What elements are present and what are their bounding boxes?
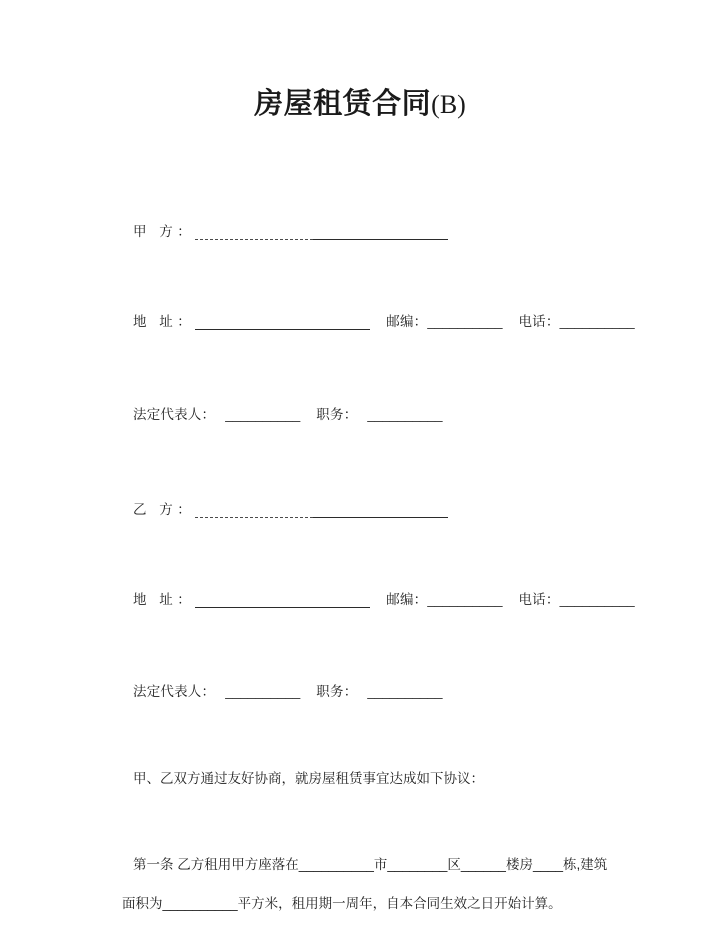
field-party-a-title-blank[interactable]: __________ <box>367 406 443 422</box>
page-title <box>0 86 720 122</box>
field-party-a-label: 甲 方： <box>133 224 196 239</box>
paragraph-preamble: 甲、乙双方通过友好协商，就房屋租赁事宜达成如下协议： <box>133 770 484 786</box>
field-party-b-title-label: 职务： <box>316 684 358 700</box>
paragraph-article-1-line-2: 面积为__________平方米，租用期一周年，自本合同生效之日开始计算。 <box>122 896 562 912</box>
paragraph-article-1-line-1: 第一条 乙方租用甲方座落在__________市________区______楼房____栋,建筑 <box>133 857 608 873</box>
field-party-b-representative-blank[interactable]: __________ <box>225 684 301 700</box>
field-party-b-label: 乙 方： <box>133 501 196 517</box>
field-party-b-phone-blank[interactable]: __________ <box>559 592 635 607</box>
field-party-b-title-blank[interactable]: __________ <box>367 684 443 700</box>
field-party-b-postcode-label: 邮编： <box>386 592 428 607</box>
field-party-a-postcode-label: 邮编： <box>386 314 428 330</box>
field-party-a-representative <box>133 405 620 425</box>
field-party-b-phone-label: 电话： <box>518 592 560 607</box>
field-party-a <box>133 222 620 242</box>
field-party-a-representative-blank[interactable]: __________ <box>225 406 301 422</box>
field-party-b-address <box>133 590 635 610</box>
contract-body <box>122 222 635 915</box>
field-party-a-address-label: 地 址： <box>133 314 196 330</box>
field-party-a-representative-label: 法定代表人： <box>133 406 216 422</box>
paragraph-article-1 <box>122 855 620 915</box>
field-party-a-address-blank[interactable] <box>195 329 370 330</box>
field-party-b-blank-dashed[interactable] <box>195 517 313 518</box>
field-party-a-address <box>133 312 635 332</box>
field-party-a-phone-blank[interactable]: __________ <box>559 314 635 330</box>
field-party-a-blank-solid[interactable] <box>313 239 448 240</box>
field-party-a-phone-label: 电话： <box>518 314 560 330</box>
field-party-b-representative <box>133 682 620 702</box>
field-party-b-address-blank[interactable] <box>195 607 370 608</box>
field-party-b <box>133 500 620 520</box>
field-party-a-postcode-blank[interactable]: __________ <box>427 314 503 330</box>
page-title-suffix: (B) <box>431 90 466 119</box>
page-title-main: 房屋租赁合同 <box>254 88 432 120</box>
field-party-b-blank-solid[interactable] <box>313 517 448 518</box>
field-party-b-address-label: 地 址： <box>133 592 196 607</box>
field-party-a-blank-dashed[interactable] <box>195 239 313 240</box>
field-party-b-postcode-blank[interactable]: __________ <box>427 592 503 607</box>
field-party-b-representative-label: 法定代表人： <box>133 684 216 700</box>
field-party-a-title-label: 职务： <box>316 406 358 422</box>
